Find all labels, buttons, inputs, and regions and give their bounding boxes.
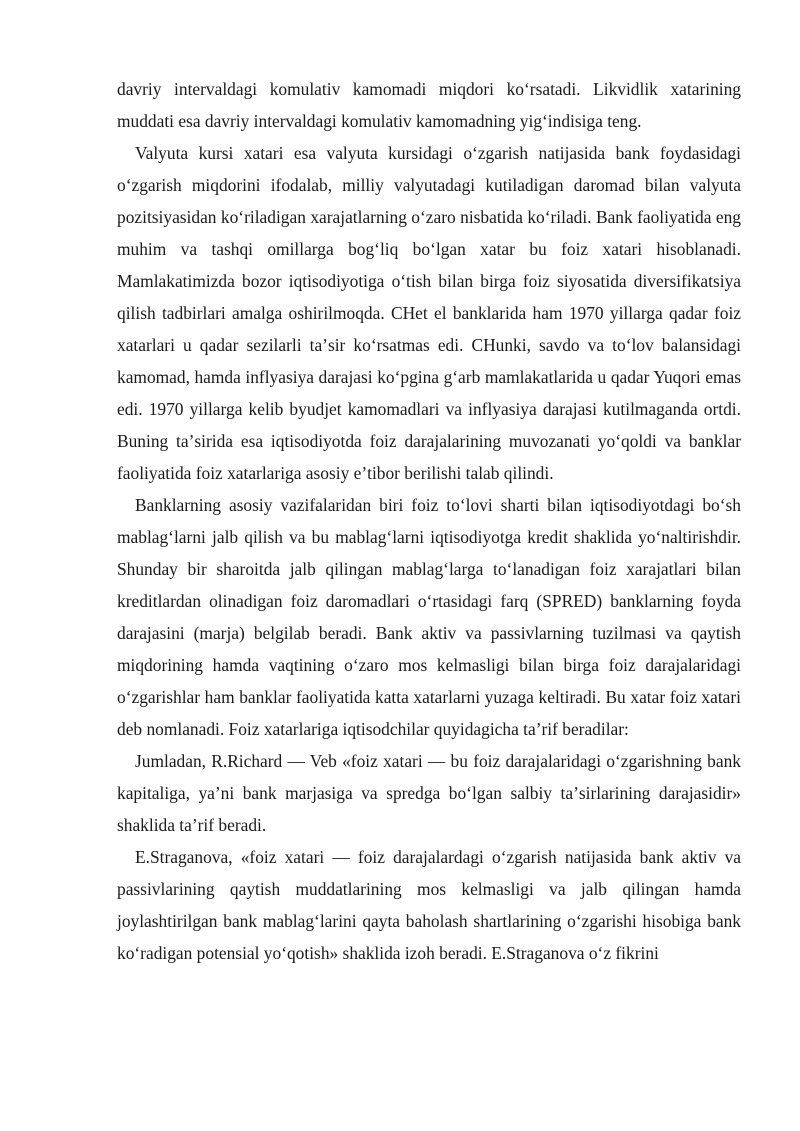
paragraph-1: davriy intervaldagi komulativ kamomadi miqdori koʻrsatadi. Likvidlik xatarining muddati esa davriy intervaldagi komulativ kamomadning yigʻindisiga teng. [117,79,741,131]
paragraph-3: Banklarning asosiy vazifalaridan biri foiz toʻlovi sharti bilan iqtisodiyotdagi boʻsh mablagʻlarni jalb qilish va bu mablagʻlarni iqtisodiyotga kredit shaklida yoʻnaltirishdir. Shunday bir sharoitda jalb qilingan mablagʻlarga toʻlanadigan foiz xarajatlari bilan kreditlardan olinadigan foiz daromadlari oʻrtasidagi farq (SPRED) banklarning foyda darajasini (marja) belgilab beradi. Bank aktiv va passivlarning tuzilmasi va qaytish miqdorining hamda vaqtining oʻzaro mos kelmasligi bilan birga foiz darajalaridagi oʻzgarishlar ham banklar faoliyatida katta xatarlarni yuzaga keltiradi. Bu xatar foiz xatari deb nomlanadi. Foiz xatarlariga iqtisodchilar quyidagicha taʼrif beradilar: [117,495,741,739]
paragraph-5: E.Straganova, «foiz xatari — foiz darajalardagi oʻzgarish natijasida bank aktiv va passivlarining qaytish muddatlarining mos kelmasligi va jalb qilingan hamda joylashtirilgan bank mablagʻlarini qayta baholash shartlarining oʻzgarishi hisobiga bank koʻradigan potensial yoʻqotish» shaklida izoh beradi. E.Straganova oʻz fikrini [117,847,741,963]
paragraph-4: Jumladan, R.Richard — Veb «foiz xatari — bu foiz darajalaridagi oʻzgarishning bank kapitaliga, yaʼni bank marjasiga va spredga boʻlgan salbiy taʼsirlarining darajasidir» shaklida taʼrif beradi. [117,751,741,835]
document-body [117,73,741,969]
paragraph-2: Valyuta kursi xatari esa valyuta kursidagi oʻzgarish natijasida bank foydasidagi oʻzgarish miqdorini ifodalab, milliy valyutadagi kutiladigan daromad bilan valyuta pozitsiyasidan koʻriladigan xarajatlarning oʻzaro nisbatida koʻriladi. Bank faoliyatida eng muhim va tashqi omillarga bogʻliq boʻlgan xatar bu foiz xatari hisoblanadi. Mamlakatimizda bozor iqtisodiyotiga oʻtish bilan birga foiz siyosatida diversifikatsiya qilish tadbirlari amalga oshirilmoqda. CHet el banklarida ham 1970 yillarga qadar foiz xatarlari u qadar sezilarli taʼsir koʻrsatmas edi. CHunki, savdo va toʻlov balansidagi kamomad, hamda inflyasiya darajasi koʻpgina gʻarb mamlakatlarida u qadar Yuqori emas edi. 1970 yillarga kelib byudjet kamomadlari va inflyasiya darajasi kutilmaganda ortdi. Buning taʼsirida esa iqtisodiyotda foiz darajalarining muvozanati yoʻqoldi va banklar faoliyatida foiz xatarlariga asosiy eʼtibor berilishi talab qilindi. [117,143,741,483]
